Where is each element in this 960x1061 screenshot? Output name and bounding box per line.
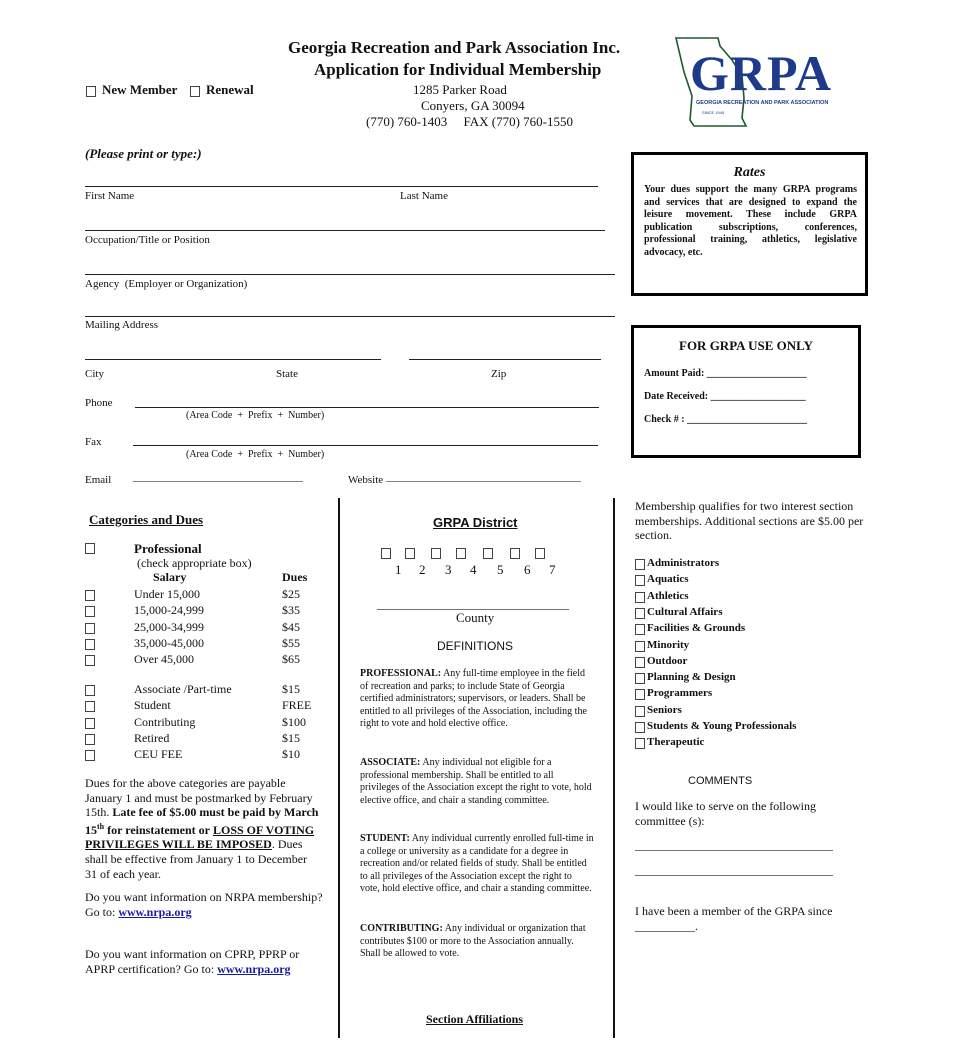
county-label: County <box>456 610 495 625</box>
agency-label: Agency (Employer or Organization) <box>85 278 248 290</box>
def-associate <box>360 757 594 807</box>
category-label: Student <box>134 698 171 713</box>
grpa-logo <box>674 36 860 128</box>
district-number: 2 <box>419 562 426 577</box>
def-associate-text: Any individual not eligible for a professional membership. Shall be entitled to all privileges of the Association except the right to vote, hold elective office, and chair a standing committee. <box>360 757 592 806</box>
zip-label: Zip <box>491 368 507 380</box>
district-number: 3 <box>445 562 452 577</box>
phone-fax: (770) 760-1403 FAX (770) 760-1550 <box>366 114 574 129</box>
late-fee-end: for reinstatement or <box>107 822 210 837</box>
category-dues-value: $100 <box>282 714 306 729</box>
section-label: Cultural Affairs <box>647 605 723 618</box>
print-instruction: (Please print or type:) <box>85 146 202 161</box>
section-label: Students & Young Professionals <box>647 720 797 732</box>
district-checkbox[interactable] <box>535 548 545 559</box>
form-title: Application for Individual Membership <box>314 60 602 79</box>
district-number: 1 <box>395 562 402 577</box>
category-checkbox[interactable] <box>85 750 95 761</box>
category-dues-value: $10 <box>282 747 300 762</box>
county-line[interactable]: ________________________________ <box>377 597 569 611</box>
salary-dues-value: $45 <box>282 619 300 634</box>
category-checkbox[interactable] <box>85 734 95 745</box>
dues-note <box>85 776 321 881</box>
section-checkbox[interactable] <box>635 575 645 586</box>
salary-dues-value: $35 <box>282 603 300 618</box>
name-line[interactable] <box>85 186 598 187</box>
def-professional <box>360 668 594 731</box>
website-line[interactable]: _______________________________________ <box>386 472 581 483</box>
website-label: Website <box>348 474 384 486</box>
zip-line[interactable] <box>409 359 601 360</box>
definitions-title: DEFINITIONS <box>437 639 514 653</box>
nrpa-link[interactable]: www.nrpa.org <box>118 905 192 919</box>
salary-dues-value: $65 <box>282 652 300 667</box>
def-student-term: STUDENT: <box>360 833 410 844</box>
section-checkbox[interactable] <box>635 592 645 603</box>
section-checkbox[interactable] <box>635 657 645 668</box>
section-checkbox[interactable] <box>635 673 645 684</box>
fax-line[interactable] <box>133 445 598 446</box>
district-checkbox[interactable] <box>431 548 441 559</box>
salary-dues-value: $55 <box>282 635 300 650</box>
email-label: Email <box>85 474 112 486</box>
def-contributing-text: Any individual or organization that contributes $100 or more to the Association annually. Shall be allowed to vote. <box>360 923 586 959</box>
cprp-link[interactable]: www.nrpa.org <box>217 962 291 976</box>
salary-dues-value: $25 <box>282 587 300 601</box>
section-label: Programmers <box>647 687 713 700</box>
cprp-question-text: Do you want information on CPRP, PPRP or APRP certification? Go to: <box>85 947 300 976</box>
check-number[interactable]: Check # : ________________________ <box>644 414 808 425</box>
category-checkbox[interactable] <box>85 685 95 696</box>
check-box-hint: (check appropriate box) <box>137 556 252 570</box>
mailing-label: Mailing Address <box>85 319 159 331</box>
column-divider-left <box>338 498 340 1038</box>
salary-checkbox[interactable] <box>85 623 95 634</box>
district-checkbox[interactable] <box>381 548 391 559</box>
salary-range-label: Over 45,000 <box>134 652 194 667</box>
district-number: 7 <box>549 562 556 577</box>
renewal-option[interactable] <box>190 82 254 98</box>
category-dues-value: $15 <box>282 682 300 696</box>
late-fee-main: Late fee of $5.00 must be paid by March 15 <box>85 805 319 837</box>
section-label: Planning & Design <box>647 671 736 684</box>
categories-title: Categories and Dues <box>89 512 204 527</box>
city-label: City <box>85 368 104 380</box>
district-checkbox[interactable] <box>483 548 493 559</box>
address-city: Conyers, GA 30094 <box>421 98 525 113</box>
section-label: Seniors <box>647 703 682 716</box>
salary-range-label: 35,000-45,000 <box>134 635 204 650</box>
occupation-line[interactable] <box>85 230 605 231</box>
salary-header: Salary <box>153 570 187 584</box>
dues-header: Dues <box>282 570 308 584</box>
renewal-checkbox[interactable] <box>190 86 200 97</box>
column-divider-right <box>613 498 615 1038</box>
city-state-line[interactable] <box>85 359 381 360</box>
new-member-option[interactable] <box>86 82 177 98</box>
section-checkbox[interactable] <box>635 706 645 717</box>
def-student-text: Any individual currently enrolled full-time in a college or university as a candidate for a degree in recreation and/or related fields of study. Shall be entitled to all privileges of the Association except the right to vote, hold elective office, and chair a standing committee. <box>360 833 594 894</box>
district-checkbox[interactable] <box>456 548 466 559</box>
cprp-question <box>85 947 325 977</box>
logo-since: SINCE 1945 <box>702 110 725 115</box>
member-since-blank[interactable]: __________. <box>635 918 698 933</box>
category-dues-value: $15 <box>282 730 300 745</box>
address-street: 1285 Parker Road <box>413 82 507 97</box>
occupation-label: Occupation/Title or Position <box>85 234 210 246</box>
section-label: Facilities & Grounds <box>647 622 746 635</box>
professional-checkbox[interactable] <box>85 543 95 554</box>
category-label: Contributing <box>134 714 196 729</box>
salary-checkbox[interactable] <box>85 606 95 617</box>
salary-checkbox[interactable] <box>85 655 95 666</box>
section-checkbox[interactable] <box>635 689 645 700</box>
committee-text: I would like to serve on the following committee (s): <box>635 799 816 828</box>
salary-range-label: 15,000-24,999 <box>134 603 204 618</box>
first-name-label: First Name <box>85 190 135 202</box>
salary-checkbox[interactable] <box>85 639 95 650</box>
district-number: 4 <box>470 562 477 577</box>
new-member-label: New Member <box>102 82 178 97</box>
section-label: Aquatics <box>647 573 689 586</box>
section-label: Outdoor <box>647 654 688 667</box>
committee-blank-1[interactable]: _________________________________ <box>635 838 833 852</box>
org-name: Georgia Recreation and Park Association Inc. <box>288 38 621 57</box>
category-label: CEU FEE <box>134 747 183 762</box>
district-checkbox[interactable] <box>405 548 415 559</box>
phone-line[interactable] <box>135 407 599 408</box>
date-received[interactable]: Date Received: ___________________ <box>644 391 806 402</box>
def-associate-term: ASSOCIATE: <box>360 757 421 768</box>
category-dues-value: FREE <box>282 698 312 713</box>
logo-text: GRPA <box>690 45 832 101</box>
member-since <box>635 904 865 933</box>
comments-title: COMMENTS <box>688 775 753 787</box>
section-checkbox[interactable] <box>635 738 645 749</box>
def-professional-term: PROFESSIONAL: <box>360 668 442 679</box>
section-label: Administrators <box>647 557 720 569</box>
district-checkbox[interactable] <box>510 548 520 559</box>
use-only-title: FOR GRPA USE ONLY <box>679 338 813 353</box>
sections-intro: Membership qualifies for two interest section memberships. Additional sections are $5.00 per section. <box>635 499 864 542</box>
section-checkbox[interactable] <box>635 641 645 652</box>
logo-subtext: GEORGIA RECREATION AND PARK ASSOCIATION <box>696 100 829 106</box>
late-fee-sup: th <box>97 821 105 831</box>
nrpa-question <box>85 890 325 920</box>
salary-checkbox[interactable] <box>85 590 95 601</box>
section-checkbox[interactable] <box>635 559 645 570</box>
phone-label: Phone <box>85 397 113 409</box>
category-label: Retired <box>134 730 170 745</box>
category-label: Associate /Part-time <box>134 682 232 696</box>
loss-voting-text: LOSS OF VOTING PRIVILEGES WILL BE IMPOSED <box>85 822 315 852</box>
member-since-text: I have been a member of the GRPA since <box>635 904 833 918</box>
salary-range-label: Under 15,000 <box>134 587 200 601</box>
def-professional-text: Any full-time employee in the field of recreation and parks; to include State of Georgia certified administrators; supervisors, or leaders. Shall be entitled to all privileges of the Association, including the right to vote and hold elective office. <box>360 668 587 729</box>
rates-body: Your dues support the many GRPA programs and services that are designed to expand the leisure movement. These include GRPA publication subscriptions, conferences, professional training, athletics, legislative advocacy, etc. <box>644 184 857 258</box>
section-checkbox[interactable] <box>635 608 645 619</box>
section-label: Athletics <box>647 589 689 602</box>
committee-blank-2[interactable]: _________________________________ <box>635 863 833 877</box>
district-title: GRPA District <box>433 515 518 530</box>
dues-note-text: Dues for the above categories are payable January 1 and must be postmarked by February 15th. <box>85 776 313 820</box>
renewal-label: Renewal <box>206 82 254 97</box>
salary-range-label: 25,000-34,999 <box>134 619 204 634</box>
category-checkbox[interactable] <box>85 718 95 729</box>
rates-box <box>631 152 868 296</box>
nrpa-question-text: Do you want information on NRPA membership? Go to: <box>85 890 323 919</box>
section-checkbox[interactable] <box>635 624 645 635</box>
email-line[interactable]: __________________________________ <box>133 472 303 483</box>
district-number: 6 <box>524 562 531 577</box>
last-name-label: Last Name <box>400 190 448 202</box>
section-affiliations-title: Section Affiliations <box>426 1012 524 1026</box>
new-member-checkbox[interactable] <box>86 86 96 97</box>
fax-area-hint: (Area Code + Prefix + Number) <box>186 449 325 460</box>
fax-label: Fax <box>85 436 102 448</box>
def-contributing <box>360 923 594 961</box>
section-checkbox[interactable] <box>635 722 645 733</box>
phone-area-hint: (Area Code + Prefix + Number) <box>186 410 325 421</box>
section-label: Minority <box>647 638 690 651</box>
agency-line[interactable] <box>85 274 615 275</box>
category-checkbox[interactable] <box>85 701 95 712</box>
use-only-box <box>631 325 861 458</box>
state-label: State <box>276 368 298 380</box>
district-number: 5 <box>497 562 504 577</box>
def-student <box>360 833 594 896</box>
rates-title: Rates <box>733 165 766 180</box>
professional-label: Professional <box>134 541 202 556</box>
def-contributing-term: CONTRIBUTING: <box>360 923 443 934</box>
mailing-line[interactable] <box>85 316 615 317</box>
effective-text: . Dues shall be effective from January 1 to December 31 of each year. <box>85 837 308 881</box>
amount-paid[interactable]: Amount Paid: ____________________ <box>644 368 807 379</box>
section-label: Therapeutic <box>647 736 705 749</box>
